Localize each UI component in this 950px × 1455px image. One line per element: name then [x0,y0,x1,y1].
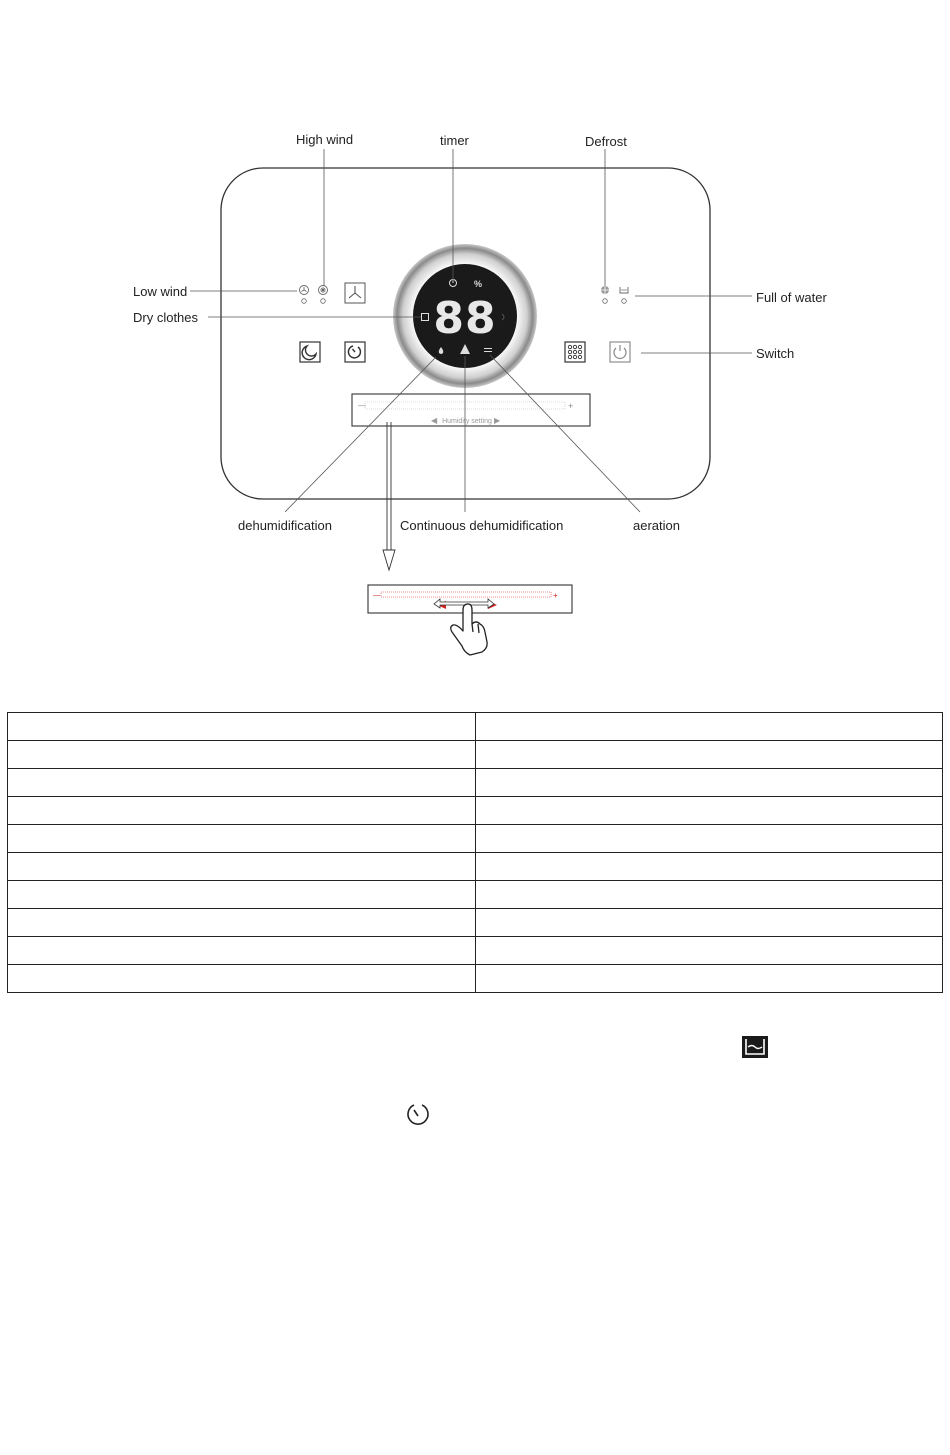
table-cell [8,881,476,909]
fan-low-icon [300,286,309,295]
slider-caption: Humidity setting [442,418,492,425]
table-row [8,937,943,965]
table-cell [475,853,943,881]
table-cell [8,713,476,741]
table-cell [475,741,943,769]
full-water-led [622,299,627,304]
detail-arrow [383,422,395,570]
table-cell [475,769,943,797]
table-cell [475,909,943,937]
table-cell [8,937,476,965]
power-button[interactable] [610,342,630,362]
table-cell [475,937,943,965]
table-row [8,853,943,881]
table-cell [475,797,943,825]
digit-display: 88 [433,293,497,344]
label-dry-clothes: Dry clothes [133,310,199,325]
timer-icon [404,1101,432,1129]
label-continuous-dehumidification: Continuous dehumidification [400,518,564,533]
detail-slider-plus: + [553,591,558,600]
table-cell [8,769,476,797]
table-cell [8,965,476,993]
detail-slider-minus: — [373,592,380,599]
table-cell [8,909,476,937]
percent-symbol: % [473,279,483,289]
water-tank-icon [741,1035,769,1059]
slider-plus: + [568,401,574,411]
table-row [8,797,943,825]
table-row [8,909,943,937]
fan-high-icon [319,286,328,295]
table-cell [475,965,943,993]
water-tank-icon [620,287,628,293]
table-cell [475,825,943,853]
humidity-slider[interactable] [352,394,590,426]
label-dehumidification: dehumidification [238,518,332,533]
specification-table [7,712,943,993]
table-cell [475,881,943,909]
label-defrost: Defrost [585,134,627,149]
label-high-wind: High wind [296,132,354,147]
slider-minus: — [358,401,366,410]
label-switch: Switch [756,346,795,361]
defrost-icon [601,286,609,294]
table-row [8,825,943,853]
high-wind-led [321,299,326,304]
mode-button[interactable] [565,342,585,362]
label-low-wind: Low wind [133,284,188,299]
table-cell [8,825,476,853]
table-row [8,713,943,741]
slider-right-arrow: ▶ [494,416,501,425]
table-cell [8,741,476,769]
table-row [8,741,943,769]
table-row [8,965,943,993]
table-row [8,881,943,909]
label-full-of-water: Full of water [756,290,827,305]
table-row [8,769,943,797]
table-cell [475,713,943,741]
fan-speed-button[interactable] [345,283,365,303]
table-cell [8,797,476,825]
defrost-led [603,299,608,304]
label-aeration: aeration [633,518,680,533]
slider-left-arrow: ◀ [431,416,438,425]
low-wind-led [302,299,307,304]
label-timer: timer [440,133,469,148]
timer-button[interactable] [345,342,365,362]
control-panel-diagram [0,0,950,700]
table-cell [8,853,476,881]
sleep-mode-button[interactable] [300,342,320,362]
